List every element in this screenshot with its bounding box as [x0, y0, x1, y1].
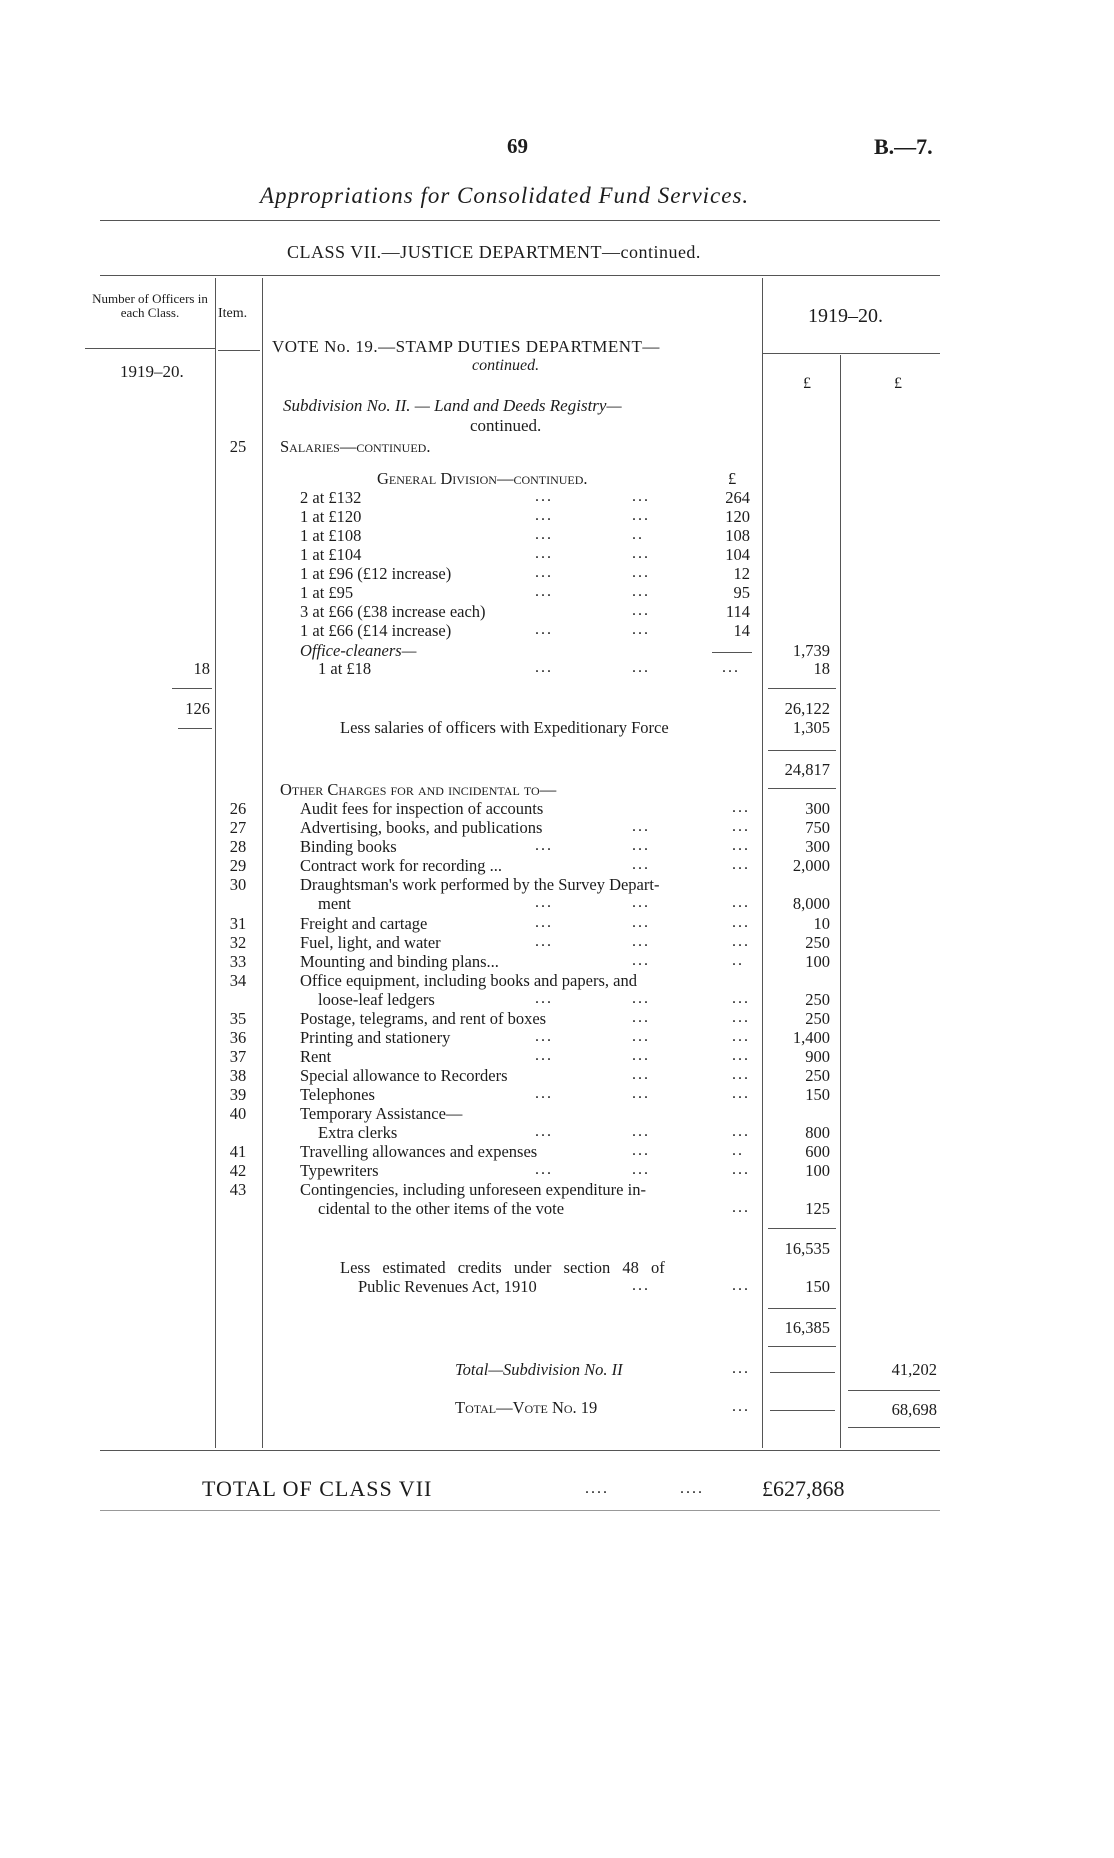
charge-label-continued: ment [318, 894, 351, 913]
charge-label: Contract work for recording ... [300, 856, 503, 875]
charge-value: 250 [805, 1066, 830, 1085]
leader-dots: ... [632, 818, 650, 835]
leader-dots: ... [632, 1009, 650, 1026]
item-column-header: Item. [218, 306, 248, 321]
item-number: 37 [229, 1047, 247, 1066]
page-number: 69 [507, 134, 528, 158]
leader-dots: ... [632, 507, 650, 524]
charge-value: 250 [805, 933, 830, 952]
less-credits-label-continued: Public Revenues Act, 1910 [358, 1277, 537, 1296]
leader-dots: ... [535, 583, 553, 600]
year-header: 1919–20. [808, 305, 883, 327]
charge-label: Office equipment, including books and papers, and [300, 971, 637, 990]
item-number: 41 [229, 1142, 247, 1161]
leader-dots: .... [585, 1480, 609, 1497]
charges-subtotal: 16,535 [784, 1239, 830, 1258]
charge-label-continued: Extra clerks [318, 1123, 398, 1142]
leader-dots: ... [535, 894, 553, 911]
leader-dots: ... [535, 837, 553, 854]
charge-label: Mounting and binding plans... [300, 952, 499, 971]
subdivision-title: Subdivision No. II. — Land and Deeds Registry— [283, 396, 622, 415]
charge-value: 800 [805, 1123, 830, 1142]
leader-dots: ... [535, 1161, 553, 1178]
item-number: 30 [229, 875, 247, 894]
leader-dots: ... [535, 621, 553, 638]
salary-row-value: 14 [733, 621, 750, 640]
vote-total-value: 68,698 [891, 1400, 937, 1419]
vote-title: VOTE No. 19.—STAMP DUTIES DEPARTMENT— [272, 337, 660, 356]
leader-dots: ... [732, 1047, 750, 1064]
leader-dots: ... [732, 990, 750, 1007]
divider [762, 353, 940, 354]
subdivision-total-label: Total—Subdivision No. II [455, 1360, 623, 1379]
leader-dots: ... [732, 856, 750, 873]
leader-dots: ... [632, 602, 650, 619]
leader-dots: ... [732, 1398, 750, 1415]
divider [178, 728, 212, 729]
pound-sign: £ [728, 469, 737, 488]
leader-dots: ... [632, 1047, 650, 1064]
charge-label: Binding books [300, 837, 397, 856]
leader-dots: ... [632, 952, 650, 969]
divider [768, 1228, 836, 1229]
leader-dots: ... [632, 659, 650, 676]
charge-label: Audit fees for inspection of accounts [300, 799, 544, 818]
charge-label: Telephones [300, 1085, 375, 1104]
leader-dots: ... [632, 894, 650, 911]
vote-total-label: Total—Vote No. 19 [455, 1398, 598, 1417]
leader-dots: ... [535, 507, 553, 524]
charge-value: 10 [813, 914, 830, 933]
charge-label-continued: loose-leaf ledgers [318, 990, 435, 1009]
page-heading: Appropriations for Consolidated Fund Services. [260, 183, 750, 208]
subdivision-total-value: 41,202 [891, 1360, 937, 1379]
class-total-label: TOTAL OF CLASS VII [202, 1476, 433, 1501]
leader-dots: ... [732, 1360, 750, 1377]
leader-dots: ... [632, 488, 650, 505]
charge-value: 250 [805, 990, 830, 1009]
charge-label: Travelling allowances and expenses [300, 1142, 538, 1161]
column-rule [762, 278, 763, 1448]
officers-year-header: 1919–20. [120, 362, 184, 381]
leader-dots: ... [732, 1199, 750, 1216]
divider [100, 1450, 940, 1451]
item-number: 26 [229, 799, 247, 818]
cleaners-subtotal: 1,739 [792, 641, 830, 660]
charge-label: Printing and stationery [300, 1028, 451, 1047]
officers-count: 18 [193, 659, 210, 678]
leader-dots: ... [732, 799, 750, 816]
charge-value: 250 [805, 1009, 830, 1028]
leader-dots: ... [535, 1047, 553, 1064]
salary-row-label: 2 at £132 [300, 488, 362, 507]
divider [712, 652, 752, 653]
salary-row-value: 120 [725, 507, 750, 526]
leader-dots: ... [732, 1028, 750, 1045]
item-number: 27 [229, 818, 247, 837]
leader-dots: ... [632, 545, 650, 562]
leader-dots: ... [535, 526, 553, 543]
leader-dots: ... [632, 837, 650, 854]
item-number: 25 [229, 437, 247, 456]
divider [172, 688, 212, 689]
leader-dots: ... [535, 488, 553, 505]
item-number: 32 [229, 933, 247, 952]
charge-value: 8,000 [792, 894, 830, 913]
charge-label: Advertising, books, and publications [300, 818, 543, 837]
leader-dots: ... [535, 1085, 553, 1102]
charge-value: 300 [805, 799, 830, 818]
divider [768, 1308, 836, 1309]
leader-dots: ... [632, 856, 650, 873]
leader-dots: ... [732, 1009, 750, 1026]
item-number: 29 [229, 856, 247, 875]
divider [100, 275, 940, 276]
leader-dots: ... [732, 818, 750, 835]
leader-dots: .... [680, 1480, 704, 1497]
leader-dots: ... [632, 1066, 650, 1083]
divider [848, 1427, 940, 1428]
class-total-value: £627,868 [762, 1476, 845, 1501]
charge-value: 600 [805, 1142, 830, 1161]
leader-dots: ... [732, 914, 750, 931]
salary-row-value: 104 [725, 545, 750, 564]
leader-dots: ... [535, 914, 553, 931]
item-number: 38 [229, 1066, 247, 1085]
less-expeditionary-value: 1,305 [792, 718, 830, 737]
item-number: 35 [229, 1009, 247, 1028]
salary-row-label: 1 at £108 [300, 526, 362, 545]
item-number: 36 [229, 1028, 247, 1047]
charge-label: Temporary Assistance— [300, 1104, 463, 1123]
charge-label: Draughtsman's work performed by the Survey Depart- [300, 875, 660, 894]
leader-dots: ... [632, 564, 650, 581]
leader-dots: .. [732, 952, 744, 969]
pound-sign: £ [803, 375, 811, 392]
leader-dots: ... [632, 1277, 650, 1294]
leader-dots: ... [732, 1085, 750, 1102]
subdivision-continued: continued. [470, 416, 542, 435]
charge-label: Contingencies, including unforeseen expenditure in- [300, 1180, 646, 1199]
salary-row-label: 1 at £104 [300, 545, 362, 564]
charge-value: 100 [805, 952, 830, 971]
salary-row-label: 1 at £18 [318, 659, 372, 678]
salary-row-label: 3 at £66 (£38 increase each) [300, 602, 486, 621]
leader-dots: ... [535, 659, 553, 676]
leader-dots: ... [632, 1161, 650, 1178]
salaries-heading: Salaries—continued. [280, 437, 431, 456]
office-cleaners-heading: Office-cleaners— [300, 641, 417, 660]
item-number: 33 [229, 952, 247, 971]
salaries-net: 24,817 [784, 760, 830, 779]
leader-dots: ... [732, 894, 750, 911]
leader-dots: ... [535, 564, 553, 581]
leader-dots: ... [632, 1085, 650, 1102]
general-division-heading: General Division—continued. [377, 469, 588, 488]
item-number: 42 [229, 1161, 247, 1180]
leader-dots: ... [632, 914, 650, 931]
charge-label: Fuel, light, and water [300, 933, 441, 952]
charge-label: Rent [300, 1047, 332, 1066]
charge-label-continued: cidental to the other items of the vote [318, 1199, 565, 1218]
item-number: 43 [229, 1180, 247, 1199]
leader-dots: ... [535, 933, 553, 950]
leader-dots: ... [732, 1161, 750, 1178]
divider [768, 688, 836, 689]
charge-value: 300 [805, 837, 830, 856]
item-number: 28 [229, 837, 247, 856]
item-number: 40 [229, 1104, 247, 1123]
divider [85, 348, 215, 349]
divider [770, 1410, 835, 1411]
leader-dots: ... [632, 1142, 650, 1159]
item-number: 39 [229, 1085, 247, 1104]
leader-dots: ... [732, 1123, 750, 1140]
leader-dots: ... [632, 1028, 650, 1045]
leader-dots: .. [732, 1142, 744, 1159]
divider [100, 220, 940, 221]
charge-value: 750 [805, 818, 830, 837]
column-rule [215, 278, 216, 1448]
less-credits-value: 150 [805, 1277, 830, 1296]
leader-dots: ... [632, 990, 650, 1007]
leader-dots: ... [632, 621, 650, 638]
charge-label: Freight and cartage [300, 914, 428, 933]
salary-row-label: 1 at £96 (£12 increase) [300, 564, 452, 583]
leader-dots: ... [722, 659, 740, 676]
less-credits-label: Less estimated credits under section 48 of [340, 1258, 665, 1277]
charge-label: Postage, telegrams, and rent of boxes [300, 1009, 547, 1028]
document-reference: B.—7. [874, 134, 933, 159]
divider [768, 788, 836, 789]
leader-dots: ... [535, 1028, 553, 1045]
salary-row-value: 108 [725, 526, 750, 545]
leader-dots: ... [535, 1123, 553, 1140]
leader-dots: ... [732, 933, 750, 950]
divider [768, 1346, 836, 1347]
charge-value: 150 [805, 1085, 830, 1104]
leader-dots: ... [632, 1123, 650, 1140]
divider [848, 1390, 940, 1391]
class-title: CLASS VII.—JUSTICE DEPARTMENT—continued. [287, 242, 701, 262]
charges-net: 16,385 [784, 1318, 830, 1337]
leader-dots: ... [632, 583, 650, 600]
charge-value: 900 [805, 1047, 830, 1066]
divider [218, 350, 260, 351]
leader-dots: ... [732, 837, 750, 854]
salary-row-value: 12 [733, 564, 750, 583]
item-number: 31 [229, 914, 247, 933]
divider [770, 1372, 835, 1373]
leader-dots: .. [632, 526, 644, 543]
charge-value: 1,400 [792, 1028, 830, 1047]
charge-value: 100 [805, 1161, 830, 1180]
charge-value: 2,000 [792, 856, 830, 875]
divider [768, 750, 836, 751]
less-expeditionary-label: Less salaries of officers with Expeditionary Force [340, 718, 669, 737]
charge-label: Typewriters [300, 1161, 379, 1180]
salary-row-value: 264 [725, 488, 750, 507]
charge-value: 125 [805, 1199, 830, 1218]
other-charges-heading: Other Charges for and incidental to— [280, 780, 557, 799]
salary-row-label: 1 at £120 [300, 507, 362, 526]
item-number: 34 [229, 971, 247, 990]
pound-sign: £ [894, 375, 902, 392]
salary-row-label: 1 at £66 (£14 increase) [300, 621, 452, 640]
officers-total: 126 [185, 699, 210, 718]
charge-label: Special allowance to Recorders [300, 1066, 508, 1085]
salary-row-value: 18 [813, 659, 830, 678]
officers-column-header: Number of Officers in each Class. [92, 291, 208, 320]
salary-row-value: 95 [733, 583, 750, 602]
salary-row-label: 1 at £95 [300, 583, 354, 602]
salary-row-value: 114 [725, 602, 750, 621]
divider [100, 1510, 940, 1511]
vote-continued: continued. [472, 357, 540, 374]
leader-dots: ... [632, 933, 650, 950]
leader-dots: ... [732, 1277, 750, 1294]
leader-dots: ... [535, 545, 553, 562]
leader-dots: ... [732, 1066, 750, 1083]
column-rule [840, 355, 841, 1448]
column-rule [262, 278, 263, 1448]
leader-dots: ... [535, 990, 553, 1007]
salaries-total: 26,122 [784, 699, 830, 718]
